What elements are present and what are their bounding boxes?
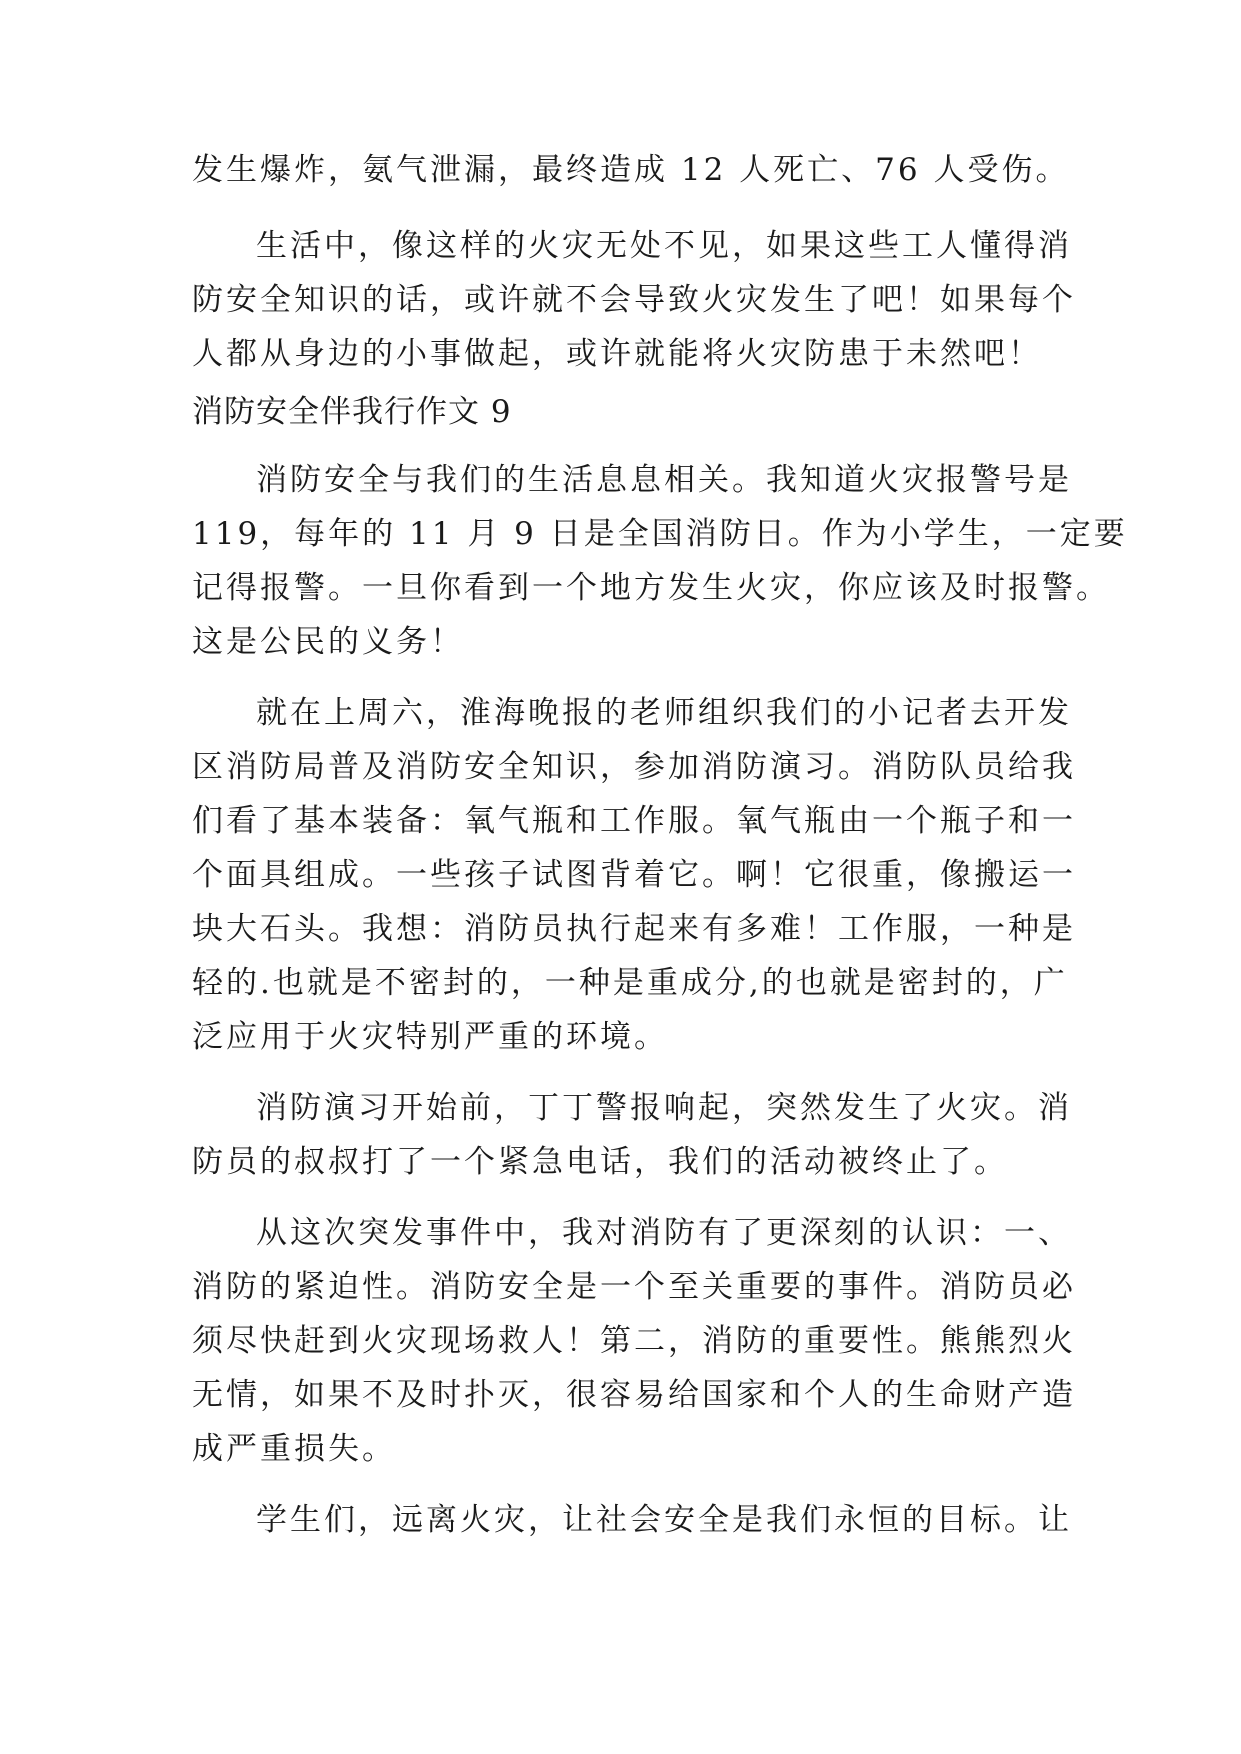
text-line: 泛应用于火灾特别严重的环境。 <box>192 1019 668 1055</box>
paragraph-first-line: 从这次突发事件中，我对消防有了更深刻的认识：一、 <box>256 1215 1072 1251</box>
text-line: 们看了基本装备：氧气瓶和工作服。氧气瓶由一个瓶子和一 <box>192 803 1076 839</box>
text-line: 块大石头。我想：消防员执行起来有多难！工作服，一种是 <box>192 911 1076 947</box>
text-line: 防安全知识的话，或许就不会导致火灾发生了吧！如果每个 <box>192 282 1076 318</box>
text-line: 发生爆炸，氨气泄漏，最终造成 12 人死亡、76 人受伤。 <box>192 152 1070 188</box>
paragraph-first-line: 消防安全与我们的生活息息相关。我知道火灾报警号是 <box>256 462 1072 498</box>
text-line: 防员的叔叔打了一个紧急电话，我们的活动被终止了。 <box>192 1144 1008 1180</box>
text-line: 个面具组成。一些孩子试图背着它。啊！它很重，像搬运一 <box>192 857 1076 893</box>
paragraph-first-line: 学生们，远离火灾，让社会安全是我们永恒的目标。让 <box>256 1502 1072 1538</box>
text-line: 这是公民的义务！ <box>192 624 464 660</box>
paragraph-first-line: 消防演习开始前，丁丁警报响起，突然发生了火灾。消 <box>256 1090 1072 1126</box>
text-line: 消防的紧迫性。消防安全是一个至关重要的事件。消防员必 <box>192 1269 1076 1305</box>
section-heading: 消防安全伴我行作文 9 <box>192 394 512 430</box>
text-line: 记得报警。一旦你看到一个地方发生火灾，你应该及时报警。 <box>192 570 1110 606</box>
text-line: 轻的.也就是不密封的，一种是重成分,的也就是密封的，广 <box>192 965 1068 1001</box>
text-line: 须尽快赶到火灾现场救人！第二，消防的重要性。熊熊烈火 <box>192 1323 1076 1359</box>
text-line: 无情，如果不及时扑灭，很容易给国家和个人的生命财产造 <box>192 1377 1076 1413</box>
text-line: 119，每年的 11 月 9 日是全国消防日。作为小学生，一定要 <box>192 516 1128 552</box>
text-line: 区消防局普及消防安全知识，参加消防演习。消防队员给我 <box>192 749 1076 785</box>
text-line: 成严重损失。 <box>192 1431 396 1467</box>
paragraph-first-line: 生活中，像这样的火灾无处不见，如果这些工人懂得消 <box>256 228 1072 264</box>
paragraph-first-line: 就在上周六，淮海晚报的老师组织我们的小记者去开发 <box>256 695 1072 731</box>
text-line: 人都从身边的小事做起，或许就能将火灾防患于未然吧！ <box>192 336 1042 372</box>
